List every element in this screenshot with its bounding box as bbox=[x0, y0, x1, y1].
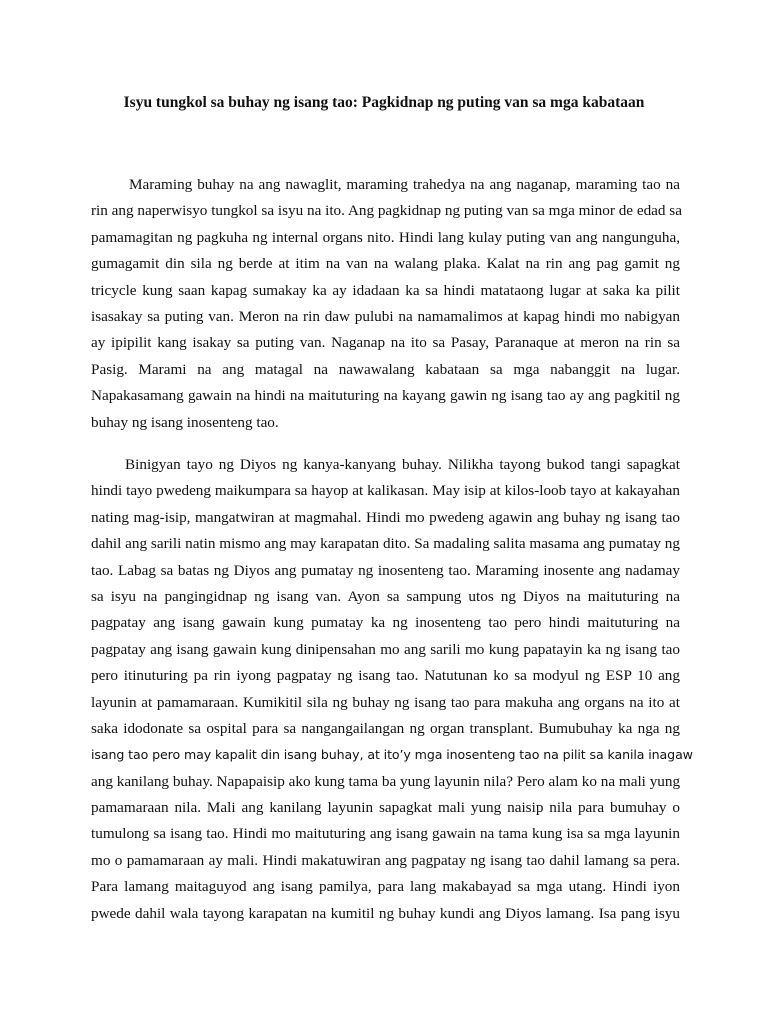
paragraph-line: tumulong sa isang tao. Hindi mo maituturing ang isang gawain na tama kung isa sa mga layunin bbox=[91, 825, 680, 843]
paragraph-line: pero itinuturing pa rin iyong pagpatay ng isang tao. Natutunan ko sa modyul ng ESP 10 ang bbox=[91, 667, 680, 685]
paragraph-1 bbox=[91, 176, 680, 440]
paragraph-line: pagpatay ang isang gawain kung dinipensahan mo ang sarili mo kung papatayin ka ng isang tao bbox=[91, 640, 680, 658]
paragraph-line: mo o pamamaraan ay mali. Hindi makatuwiran ang pagpatay ng isang tao dahil lamang sa pera. bbox=[91, 851, 680, 869]
paragraph-line: Binigyan tayo ng Diyos ng kanya-kanyang buhay. Nilikha tayong bukod tangi sapagkat bbox=[125, 456, 680, 473]
paragraph-line: Pasig. Marami na ang matagal na nawawalang kabataan sa mga nabanggit na lugar. bbox=[91, 360, 680, 378]
paragraph-line: rin ang naperwisyo tungkol sa isyu na ito. Ang pagkidnap ng puting van sa mga minor de edad sa bbox=[91, 202, 682, 220]
paragraph-line: tao. Labag sa batas ng Diyos ang pumatay ng inosenteng tao. Maraming inosente ang nadamay bbox=[91, 561, 680, 579]
paragraph-line: Maraming buhay na ang nawaglit, maraming trahedya na ang naganap, maraming tao na bbox=[129, 176, 680, 193]
paragraph-line: tricycle kung saan kapag sumakay ka ay idadaan ka sa hindi matataong lugar at saka ka pilit bbox=[91, 281, 680, 299]
paragraph-line: Napakasamang gawain na hindi na maituturing na kayang gawin ng isang tao ay ang pagkitil ng bbox=[91, 387, 680, 405]
paragraph-line: dahil ang sarili natin mismo ang may karapatan dito. Sa madaling salita masama ang pumatay ng bbox=[91, 535, 680, 553]
paragraph-line: hindi tayo pwedeng maikumpara sa hayop at kalikasan. May isip at kilos-loob tayo at kakayahan bbox=[91, 482, 680, 500]
paragraph-line: buhay ng isang inosenteng tao. bbox=[91, 413, 279, 431]
document-title: Isyu tungkol sa buhay ng isang tao: Pagkidnap ng puting van sa mga kabataan bbox=[123, 94, 645, 111]
paragraph-line: Para lamang maitaguyod ang isang pamilya, para lang makabayad sa mga utang. Hindi iyon bbox=[91, 878, 680, 896]
paragraph-line: pamamaraan nila. Mali ang kanilang layunin sapagkat mali yung naisip nila para bumuhay o bbox=[91, 799, 680, 817]
paragraph-line: nating mag-isip, mangatwiran at magmahal. Hindi mo pwedeng agawin ang buhay ng isang tao bbox=[91, 508, 680, 526]
paragraph-line: sa isyu na pangingidnap ng isang van. Ayon sa sampung utos ng Diyos na maituturing na bbox=[91, 587, 680, 605]
paragraph-line: pagpatay ang isang gawain kung pumatay ka ng inosenteng tao pero hindi maituturing na bbox=[91, 614, 680, 632]
paragraph-line: gumagamit din sila ng berde at itim na van na walang plaka. Kalat na rin ang pag gamit ng bbox=[91, 255, 680, 273]
paragraph-line: isang tao pero may kapalit din isang buhay, at ito’y mga inosenteng tao na pilit sa kanila inagaw bbox=[91, 747, 693, 763]
paragraph-2 bbox=[91, 456, 693, 931]
paragraph-line: isasakay sa puting van. Meron na rin daw pulubi na namamalimos at kapag hindi mo nabigyan bbox=[91, 307, 680, 325]
paragraph-line: ay ipipilit kang isakay sa puting van. Naganap na ito sa Pasay, Paranaque at meron na rin sa bbox=[91, 334, 680, 352]
paragraph-line: saka idodonate sa ospital para sa nangangailangan ng organ transplant. Bumubuhay ka nga ng bbox=[91, 719, 680, 737]
paragraph-line: layunin at pamamaraan. Kumikitil sila ng buhay ng isang tao para makuha ang organs na ito at bbox=[91, 693, 680, 711]
paragraph-line: pwede dahil wala tayong karapatan na kumitil ng buhay kundi ang Diyos lamang. Isa pang isyu bbox=[91, 904, 680, 922]
paragraph-line: pamamagitan ng pagkuha ng internal organs nito. Hindi lang kulay puting van ang nangunguha, bbox=[91, 228, 680, 246]
paragraph-line: ang kanilang buhay. Napapaisip ako kung tama ba yung layunin nila? Pero alam ko na mali yung bbox=[91, 772, 681, 790]
